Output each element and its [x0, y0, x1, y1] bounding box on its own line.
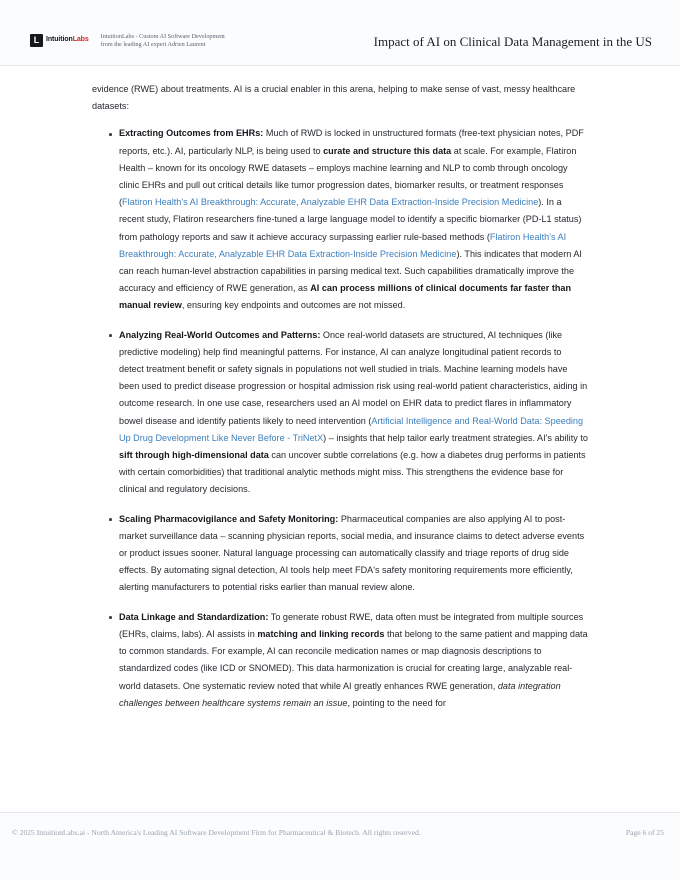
page-header: [0, 0, 680, 66]
list-item-lead: Scaling Pharmacovigilance and Safety Monitoring:: [119, 513, 339, 524]
list-item-lead: Analyzing Real-World Outcomes and Patterns:: [119, 329, 321, 340]
body-text: can uncover subtle correlations (e.g. how a diabetes drug performs in patients with certain comorbidities) that traditional analytic methods might miss. This strengthens the evidence base for clinical and regulatory decisions.: [119, 450, 586, 495]
body-text: , pointing to the need for: [347, 697, 446, 708]
body-text: ). This indicates that modern AI can reach human-level abstraction capabilities in parsing medical text. Such capabilities dramatically improve the accuracy and efficiency of RWE generation, as: [119, 248, 582, 294]
logo-mark-letter: L: [33, 35, 40, 45]
footer-copyright: © 2025 IntuitionLabs.ai - North America's Leading AI Software Development Firm for Pharmaceutical & Biotech. All rights reserved.: [12, 828, 421, 837]
body-text: To generate robust RWE, data often must be integrated from multiple sources (EHRs, claims, labs). AI assists in: [119, 611, 584, 639]
citation-link[interactable]: Flatiron Health's AI Breakthrough: Accurate, Analyzable EHR Data Extraction-Inside Precision Medicine: [122, 197, 539, 208]
list-item: [92, 125, 588, 314]
bullet-list: [92, 125, 588, 712]
emphasis-text: matching and linking records: [257, 628, 385, 639]
emphasis-text: sift through high-dimensional data: [119, 450, 269, 461]
logo-wordmark-main: Intuition: [46, 36, 73, 43]
body-text: that belong to the same patient and mapping data to common standards. For example, AI can reconcile medication names or map diagnosis descriptions to standardized codes (like ICD or SNOMED). This data harmonization is crucial for creating large, analyzable real-world datasets. One systematic review noted that while AI greatly enhances RWE generation,: [119, 628, 588, 691]
list-item: [92, 327, 588, 499]
list-item-lead: Data Linkage and Standardization:: [119, 611, 269, 622]
citation-link[interactable]: Artificial Intelligence and Real-World Data: Speeding Up Drug Development Like Never Before - TriNetX: [119, 415, 584, 443]
list-item-lead: Extracting Outcomes from EHRs:: [119, 128, 264, 139]
body-text: ) – insights that help tailor early treatment strategies. AI's ability to: [323, 432, 588, 443]
brand-tagline: [101, 33, 225, 48]
emphasis-text: AI can process millions of clinical documents far faster than manual review: [119, 283, 572, 311]
intuitionlabs-logo-icon: [30, 34, 43, 47]
footer-page-number: Page 6 of 25: [625, 828, 664, 837]
list-item: [92, 511, 588, 597]
emphasis-text: curate and structure this data: [323, 145, 452, 156]
brand-tagline-line2: from the leading AI expert Adrien Laurent: [100, 40, 206, 48]
body-text: Once real-world datasets are structured, AI techniques (like predictive modeling) help find meaningful patterns. For instance, AI can analyze longitudinal patient records to detect treatment benefit or safety signals in populations not well studied in trials. Machine learning models have been used to predict disease progression or hospital admission risk using real-world patient characteristics, aiding in outcome research. In one use case, researchers used an AI model on EHR data to predict flares in inflammatory bowel disease and identify patients likely to need intervention (: [119, 329, 588, 426]
logo-wordmark: [46, 33, 89, 47]
body-text: ). In a recent study, Flatiron researchers fine-tuned a large language model to identify a specific biomarker (PD-L1 status) from pathology reports and saw it achieve accuracy surpassing earlier rule-based methods (: [119, 197, 582, 242]
brand-tagline-line1: IntuitionLabs - Custom AI Software Development: [100, 33, 225, 40]
body-text: , ensuring key endpoints and outcomes are not missed.: [181, 300, 406, 311]
body-text: Pharmaceutical companies are also applying AI to post-market surveillance data – scanning physician reports, social media, and insurance claims to detect adverse events or product issues sooner. Natural language processing can automatically classify and triage reports of drug side effects. By automating signal detection, AI tools help meet FDA's safety monitoring requirements more efficiently, alerting manufacturers to potential risks earlier than manual review alone.: [119, 513, 585, 593]
body-text: at scale. For example, Flatiron Health – known for its oncology RWE datasets – employs machine learning and NLP to comb through oncology clinic EHRs and pull out critical details like tumor progression dates, biomarker results, or treatment responses (: [119, 145, 577, 208]
italic-text: data integration challenges between healthcare systems remain an issue: [119, 680, 561, 708]
page-content: [0, 66, 680, 812]
citation-link[interactable]: Flatiron Health's AI Breakthrough: Accurate, Analyzable EHR Data Extraction-Inside Precision Medicine: [119, 231, 567, 259]
list-item: [92, 609, 588, 712]
intro-paragraph: evidence (RWE) about treatments. AI is a crucial enabler in this arena, helping to make sense of vast, messy healthcare datasets:: [92, 84, 576, 112]
brand-block[interactable]: [30, 33, 225, 48]
page-footer: [0, 812, 680, 880]
logo-wordmark-accent: Labs: [72, 36, 89, 43]
document-title: Impact of AI on Clinical Data Management in the US: [373, 34, 652, 49]
body-text: Much of RWD is locked in unstructured formats (free-text physician notes, PDF reports, etc.). AI, particularly NLP, is being used to: [119, 128, 584, 156]
